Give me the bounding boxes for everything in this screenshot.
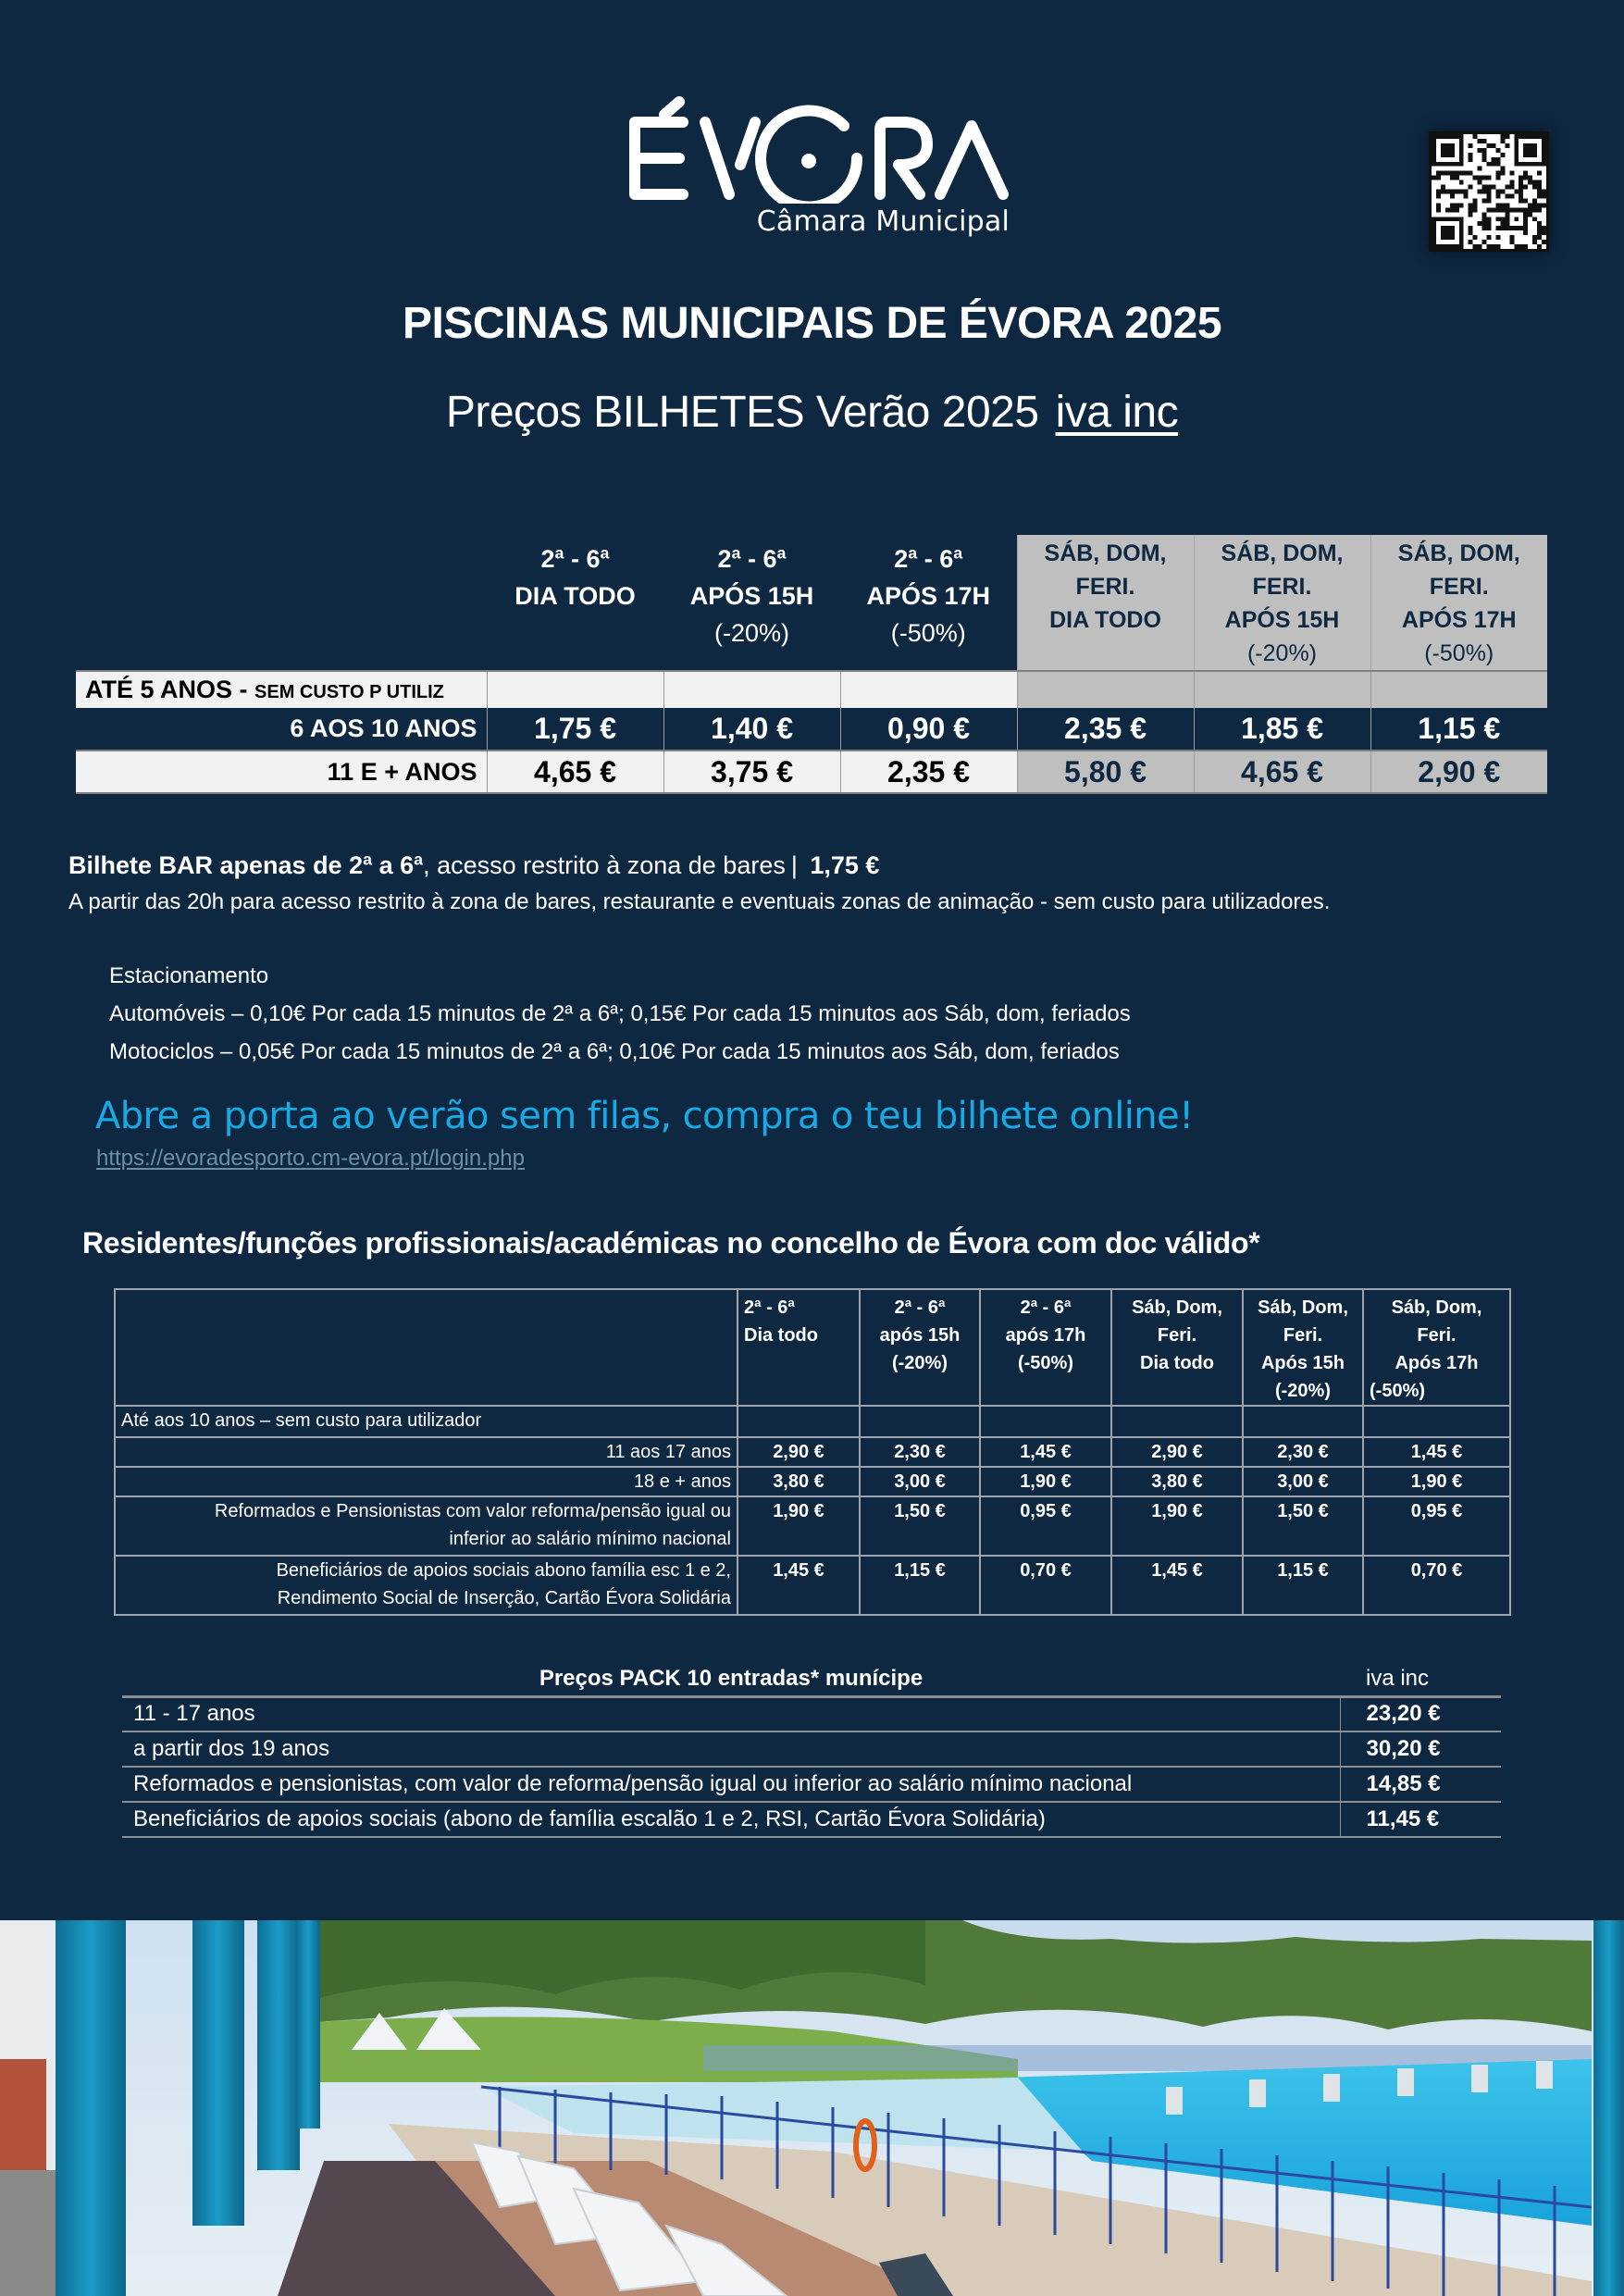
col-header-line: Feri. <box>1417 1325 1457 1346</box>
col-header-line: FERI. <box>1429 574 1489 600</box>
row-label: Até aos 10 anos – sem custo para utilizador <box>115 1406 738 1437</box>
row-label: 6 AOS 10 ANOS <box>76 708 487 751</box>
pack-row <box>122 1731 1501 1767</box>
main-table-header <box>76 535 1547 671</box>
residents-price-table <box>114 1288 1511 1616</box>
price-cell: 0,95 € <box>980 1496 1111 1556</box>
price-cell: 1,85 € <box>1194 708 1370 751</box>
parking-title: Estacionamento <box>109 963 269 988</box>
col-header-line: 2ª - 6ª <box>894 1297 946 1318</box>
evora-logo <box>626 93 1012 246</box>
price-cell: 1,45 € <box>1111 1556 1243 1615</box>
col-header-line: (-50%) <box>1017 1353 1073 1373</box>
price-cell <box>663 671 840 708</box>
col-header-line: após 15h <box>879 1325 961 1346</box>
col-header-line: (-50%) <box>1370 1381 1426 1401</box>
price-cell <box>1243 1406 1363 1437</box>
price-cell: 0,95 € <box>1363 1496 1510 1556</box>
bar-ticket-info <box>68 851 879 880</box>
main-price-table <box>76 535 1547 794</box>
col-header-weekend-all-day <box>1017 535 1194 671</box>
res-row-18-plus <box>115 1467 1510 1496</box>
evora-logo-mark <box>626 93 1012 204</box>
pool-photo-illustration <box>0 1920 1624 2296</box>
price-cell: 0,70 € <box>1363 1556 1510 1615</box>
price-cell: 1,90 € <box>1363 1467 1510 1496</box>
table-row-under-5 <box>76 671 1547 708</box>
price-cell: 2,90 € <box>1370 751 1547 793</box>
price-cell <box>980 1406 1111 1437</box>
pack-row <box>122 1767 1501 1802</box>
price-cell: 1,40 € <box>663 708 840 751</box>
res-col-header <box>860 1289 980 1406</box>
col-header-line: 2ª - 6ª <box>717 545 787 573</box>
col-header-discount: (-20%) <box>1246 640 1317 666</box>
separator: | <box>790 851 798 879</box>
col-header-line: FERI. <box>1075 574 1135 600</box>
res-col-header <box>980 1289 1111 1406</box>
pack-row <box>122 1696 1501 1731</box>
price-cell <box>860 1406 980 1437</box>
bar-ticket-note: A partir das 20h para acesso restrito à zona de bares, restaurante e eventuais zonas de animação - sem custo para utilizadores. <box>68 889 1331 914</box>
price-cell: 4,65 € <box>487 751 663 793</box>
price-cell <box>1194 671 1370 708</box>
col-header-discount: (-20%) <box>713 619 789 647</box>
col-header-line: DIA TODO <box>514 582 636 610</box>
bar-ticket-price: 1,75 € <box>810 851 880 879</box>
pack-price-table <box>122 1663 1501 1838</box>
col-header-line: Sáb, Dom, <box>1258 1297 1348 1318</box>
price-cell: 2,90 € <box>1111 1437 1243 1467</box>
pack-price: 23,20 € <box>1340 1696 1501 1731</box>
row-label-line: inferior ao salário mínimo nacional <box>449 1529 731 1549</box>
bar-ticket-desc: , acesso restrito à zona de bares <box>423 851 786 879</box>
col-header-line: Dia todo <box>744 1325 818 1346</box>
price-cell: 1,50 € <box>860 1496 980 1556</box>
pack-price: 11,45 € <box>1340 1802 1501 1837</box>
price-cell: 3,80 € <box>738 1467 860 1496</box>
row-label-line: Beneficiários de apoios sociais abono família esc 1 e 2, <box>276 1560 731 1581</box>
price-cell: 2,35 € <box>840 751 1017 793</box>
col-header-line: 2ª - 6ª <box>744 1297 795 1318</box>
pack-label: Beneficiários de apoios sociais (abono de família escalão 1 e 2, RSI, Cartão Évora Solidária) <box>122 1802 1340 1837</box>
res-row-social-support <box>115 1556 1510 1615</box>
col-header-line: APÓS 15H <box>1224 607 1340 633</box>
col-header-line: DIA TODO <box>1049 607 1161 633</box>
price-cell: 1,90 € <box>1111 1496 1243 1556</box>
online-ticket-link[interactable]: https://evoradesporto.cm-evora.pt/login.php <box>96 1146 525 1171</box>
pack-price: 14,85 € <box>1340 1767 1501 1802</box>
col-header-discount: (-50%) <box>1424 640 1494 666</box>
col-header-line: (-20%) <box>1274 1381 1331 1401</box>
price-cell: 1,45 € <box>980 1437 1111 1467</box>
residents-title: Residentes/funções profissionais/académicas no concelho de Évora com doc válido* <box>82 1226 1260 1260</box>
res-col-header <box>1243 1289 1363 1406</box>
parking-info <box>109 957 1131 1071</box>
col-header-line: Após 17h <box>1395 1353 1479 1373</box>
price-cell: 5,80 € <box>1017 751 1194 793</box>
col-header-discount: (-50%) <box>890 619 966 647</box>
res-row-11-17 <box>115 1437 1510 1467</box>
row-label-note: SEM CUSTO P UTILIZ <box>254 682 444 702</box>
price-cell: 1,45 € <box>1363 1437 1510 1467</box>
price-cell: 2,30 € <box>1243 1437 1363 1467</box>
res-row-free <box>115 1406 1510 1437</box>
col-header-line: (-20%) <box>891 1353 948 1373</box>
row-label-line: Rendimento Social de Inserção, Cartão Évora Solidária <box>277 1588 731 1608</box>
col-header-weekend-after-15h <box>1194 535 1370 671</box>
price-cell: 3,00 € <box>860 1467 980 1496</box>
pack-label: 11 - 17 anos <box>122 1696 1340 1731</box>
col-header-line: APÓS 15H <box>689 582 814 610</box>
price-cell: 1,15 € <box>1370 708 1547 751</box>
table-row-6-to-10 <box>76 708 1547 751</box>
page-subtitle <box>0 387 1624 438</box>
pack-label: Reformados e pensionistas, com valor de reforma/pensão igual ou inferior ao salário mínimo nacional <box>122 1767 1340 1802</box>
logo-subtitle: Câmara Municipal <box>756 205 1010 238</box>
row-label: 18 e + anos <box>115 1467 738 1496</box>
res-col-header <box>1363 1289 1510 1406</box>
res-col-header <box>1111 1289 1243 1406</box>
bar-ticket-title: Bilhete BAR apenas de 2ª a 6ª <box>68 851 424 879</box>
col-header-line: Feri. <box>1283 1325 1323 1346</box>
res-col-header <box>738 1289 860 1406</box>
price-cell: 1,45 € <box>738 1556 860 1615</box>
price-cell: 2,30 € <box>860 1437 980 1467</box>
pool-photo <box>0 1920 1624 2296</box>
price-cell <box>1017 671 1194 708</box>
residents-table-header <box>115 1289 1510 1406</box>
price-cell: 1,15 € <box>1243 1556 1363 1615</box>
col-header-line: Sáb, Dom, <box>1132 1297 1222 1318</box>
col-header-line: FERI. <box>1252 574 1312 600</box>
col-header-weekend-after-17h <box>1370 535 1547 671</box>
qr-code-icon[interactable] <box>1429 131 1549 252</box>
row-label: 11 E + ANOS <box>76 751 487 793</box>
col-header-line: APÓS 17H <box>866 582 991 610</box>
col-header-line: 2ª - 6ª <box>540 545 610 573</box>
col-header-line: SÁB, DOM, <box>1397 540 1520 566</box>
col-header-line: Sáb, Dom, <box>1391 1297 1482 1318</box>
col-header-line: 2ª - 6ª <box>1020 1297 1072 1318</box>
col-header-line: 2ª - 6ª <box>894 545 963 573</box>
pack-table-header <box>122 1663 1501 1696</box>
subtitle-text: Preços BILHETES Verão 2025 <box>445 388 1039 437</box>
price-cell: 4,65 € <box>1194 751 1370 793</box>
col-header-line: SÁB, DOM, <box>1044 540 1167 566</box>
price-cell: 2,35 € <box>1017 708 1194 751</box>
price-cell: 3,00 € <box>1243 1467 1363 1496</box>
table-row-11-plus <box>76 751 1547 793</box>
price-cell <box>1370 671 1547 708</box>
col-header-weekday-all-day <box>487 535 663 671</box>
price-cell <box>487 671 663 708</box>
price-cell <box>738 1406 860 1437</box>
header-empty-cell <box>115 1289 738 1406</box>
price-cell <box>1363 1406 1510 1437</box>
col-header-line: Feri. <box>1157 1325 1197 1346</box>
price-cell: 1,15 € <box>860 1556 980 1615</box>
col-header-weekday-after-17h <box>840 535 1017 671</box>
page-title: PISCINAS MUNICIPAIS DE ÉVORA 2025 <box>402 299 1222 348</box>
price-cell: 1,90 € <box>738 1496 860 1556</box>
price-cell: 3,75 € <box>663 751 840 793</box>
pack-price: 30,20 € <box>1340 1731 1501 1767</box>
promo-headline: Abre a porta ao verão sem filas, compra o teu bilhete online! <box>95 1095 1194 1137</box>
price-cell: 0,90 € <box>840 708 1017 751</box>
col-header-line: após 17h <box>1005 1325 1086 1346</box>
res-row-pensioners <box>115 1496 1510 1556</box>
col-header-line: Dia todo <box>1140 1353 1214 1373</box>
price-cell: 1,90 € <box>980 1467 1111 1496</box>
row-label <box>115 1496 738 1556</box>
parking-cars: Automóveis – 0,10€ Por cada 15 minutos de 2ª a 6ª; 0,15€ Por cada 15 minutos aos Sáb, dom, feriados <box>109 1001 1131 1026</box>
price-cell <box>840 671 1017 708</box>
col-header-line: APÓS 17H <box>1401 607 1517 633</box>
pack-header: Preços PACK 10 entradas* munícipe <box>122 1663 1340 1696</box>
col-header-weekday-after-15h <box>663 535 840 671</box>
price-cell: 1,50 € <box>1243 1496 1363 1556</box>
row-label-line: Reformados e Pensionistas com valor reforma/pensão igual ou <box>214 1501 731 1521</box>
iva-inc-label: iva inc <box>1055 388 1179 437</box>
price-cell: 2,90 € <box>738 1437 860 1467</box>
pack-row <box>122 1802 1501 1837</box>
pack-label: a partir dos 19 anos <box>122 1731 1340 1767</box>
pack-iva-header: iva inc <box>1340 1663 1501 1696</box>
row-label-main: ATÉ 5 ANOS - <box>85 676 248 703</box>
row-label: 11 aos 17 anos <box>115 1437 738 1467</box>
col-header-line: Após 15h <box>1260 1353 1345 1373</box>
header-empty-cell <box>76 535 487 671</box>
col-header-line: SÁB, DOM, <box>1221 540 1344 566</box>
parking-motorcycles: Motociclos – 0,05€ Por cada 15 minutos de 2ª a 6ª; 0,10€ Por cada 15 minutos aos Sáb, dom, feriados <box>109 1039 1120 1064</box>
row-label <box>115 1556 738 1615</box>
price-cell <box>1111 1406 1243 1437</box>
price-cell: 0,70 € <box>980 1556 1111 1615</box>
row-label <box>76 671 487 708</box>
qr-code-graphic <box>1432 134 1546 249</box>
price-cell: 3,80 € <box>1111 1467 1243 1496</box>
price-cell: 1,75 € <box>487 708 663 751</box>
